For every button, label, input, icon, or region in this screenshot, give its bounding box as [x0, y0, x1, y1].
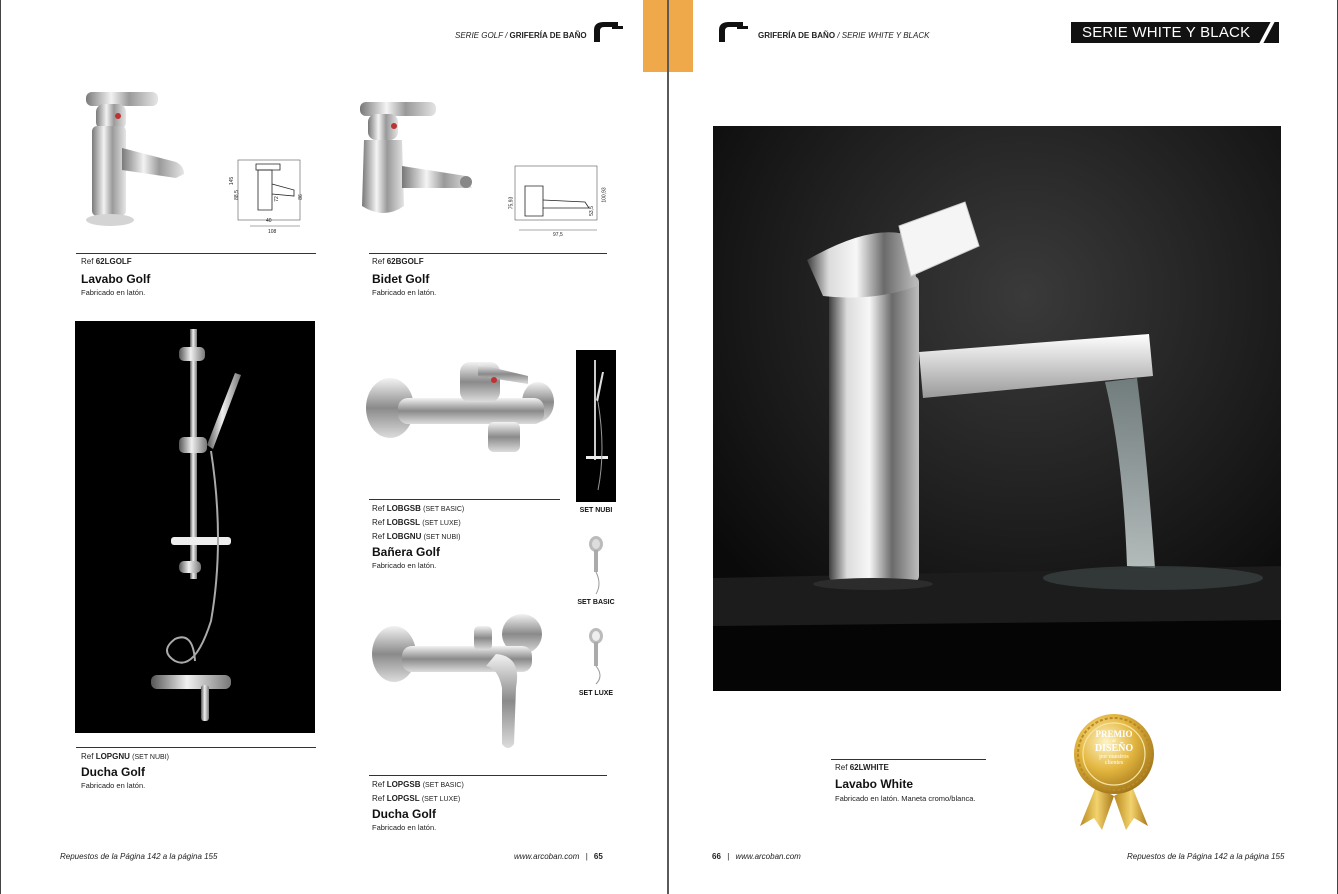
ducha-nubi-rule [76, 747, 316, 748]
ref-code: LOBGSL [386, 518, 421, 527]
bidet-golf-technical-drawing [505, 162, 615, 242]
website-link[interactable]: www.arcoban.com [514, 852, 580, 861]
ducha-ref-2: Ref LOPGSL (SET LUXE) [372, 794, 461, 803]
ducha-ref-1: Ref LOPGSB (SET BASIC) [372, 780, 464, 789]
lavabo-white-rule [831, 759, 986, 760]
header-category: GRIFERÍA DE BAÑO [758, 31, 836, 40]
set-basic-photo [578, 532, 614, 596]
set-luxe-photo [578, 624, 614, 686]
product-name: Ducha Golf [81, 765, 146, 779]
ducha-nubi-ref: Ref LOPGNU (SET NUBI) [81, 752, 169, 761]
lavabo-rule [76, 253, 316, 254]
dim-w2: 108 [268, 229, 277, 235]
design-award-seal-icon [1066, 710, 1162, 832]
product-description: Fabricado en latón. Maneta cromo/blanca. [835, 794, 976, 803]
dim-w1: 97,5 [553, 232, 563, 238]
banera-golf-photo [358, 346, 558, 472]
set-basic-caption: SET BASIC [577, 599, 615, 606]
right-footer-url[interactable]: 66 | www.arcoban.com [712, 852, 801, 861]
bidet-golf-photo [354, 96, 478, 220]
lavabo-white-photo [713, 126, 1281, 691]
website-link[interactable]: www.arcoban.com [735, 852, 801, 861]
ref-code: 62BGOLF [386, 257, 424, 266]
award-text: PREMIO al DISEÑO por nuestros clientes [1094, 729, 1134, 766]
ref-code: LOBGSB [386, 504, 421, 513]
dim-h2: 88,5 [233, 190, 240, 200]
product-name: Bidet Golf [372, 272, 430, 286]
dim-h3: 72 [273, 196, 280, 202]
header-series: / SERIE WHITE Y BLACK [837, 31, 930, 40]
page-edge-left [0, 0, 1, 894]
product-description: Fabricado en latón. [372, 288, 437, 297]
section-tab-right [669, 0, 693, 72]
bidet-rule [369, 253, 607, 254]
lavabo-golf-photo [76, 86, 196, 232]
ducha-golf-nubi-photo [75, 321, 315, 733]
banera-rule [369, 499, 560, 500]
page-number: 65 [593, 852, 603, 861]
dim-h1: 75,93 [508, 196, 515, 210]
ref-code: LOBGNU [386, 532, 422, 541]
book-spine [667, 0, 669, 894]
left-footer-note: Repuestos de la Página 142 a la página 155 [60, 852, 218, 861]
banera-ref-3: Ref LOBGNU (SET NUBI) [372, 532, 461, 541]
left-footer-url[interactable]: www.arcoban.com | 65 [514, 852, 603, 861]
set-nubi-caption: SET NUBI [579, 507, 613, 514]
banera-ref-1: Ref LOBGSB (SET BASIC) [372, 504, 465, 513]
set-luxe-caption: SET LUXE [578, 690, 614, 697]
faucet-logo-icon [592, 20, 624, 44]
faucet-logo-icon [717, 20, 749, 44]
ref-code: 62LGOLF [95, 257, 132, 266]
lavabo-white-ref: Ref 62LWHITE [835, 763, 889, 772]
lavabo-ref: Ref 62LGOLF [81, 257, 132, 266]
right-page-header [758, 31, 929, 40]
right-footer-note: Repuestos de la Página 142 a la página 155 [1127, 852, 1285, 861]
dim-h2: 53,5 [588, 206, 595, 216]
product-description: Fabricado en latón. [81, 288, 146, 297]
ref-code: 62LWHITE [849, 763, 889, 772]
ducha-golf-photo [366, 608, 560, 752]
ref-code: LOPGSB [386, 780, 421, 789]
product-name: Lavabo Golf [81, 272, 151, 286]
product-name: Bañera Golf [372, 545, 441, 559]
ref-code: LOPGNU [95, 752, 130, 761]
ref-code: LOPGSL [386, 794, 420, 803]
dim-w1: 40 [266, 218, 272, 224]
section-tab-left [643, 0, 667, 72]
product-name: Lavabo White [835, 777, 914, 791]
bidet-ref: Ref 62BGOLF [372, 257, 424, 266]
series-banner: SERIE WHITE Y BLACK [1071, 22, 1279, 43]
page-number: 66 [712, 852, 721, 861]
set-nubi-photo [576, 350, 616, 502]
ducha-golf-rule [369, 775, 607, 776]
dim-h3: 100,93 [601, 187, 608, 203]
product-description: Fabricado en latón. [81, 781, 146, 790]
product-description: Fabricado en latón. [372, 561, 437, 570]
dim-h4: 86 [297, 194, 304, 200]
lavabo-golf-technical-drawing [228, 156, 310, 240]
banera-ref-2: Ref LOBGSL (SET LUXE) [372, 518, 461, 527]
left-page-header [455, 31, 587, 40]
header-category: GRIFERÍA DE BAÑO [509, 31, 587, 40]
product-description: Fabricado en latón. [372, 823, 437, 832]
dim-h1: 145 [229, 176, 236, 186]
product-name: Ducha Golf [372, 807, 437, 821]
header-series: SERIE GOLF / [455, 31, 508, 40]
